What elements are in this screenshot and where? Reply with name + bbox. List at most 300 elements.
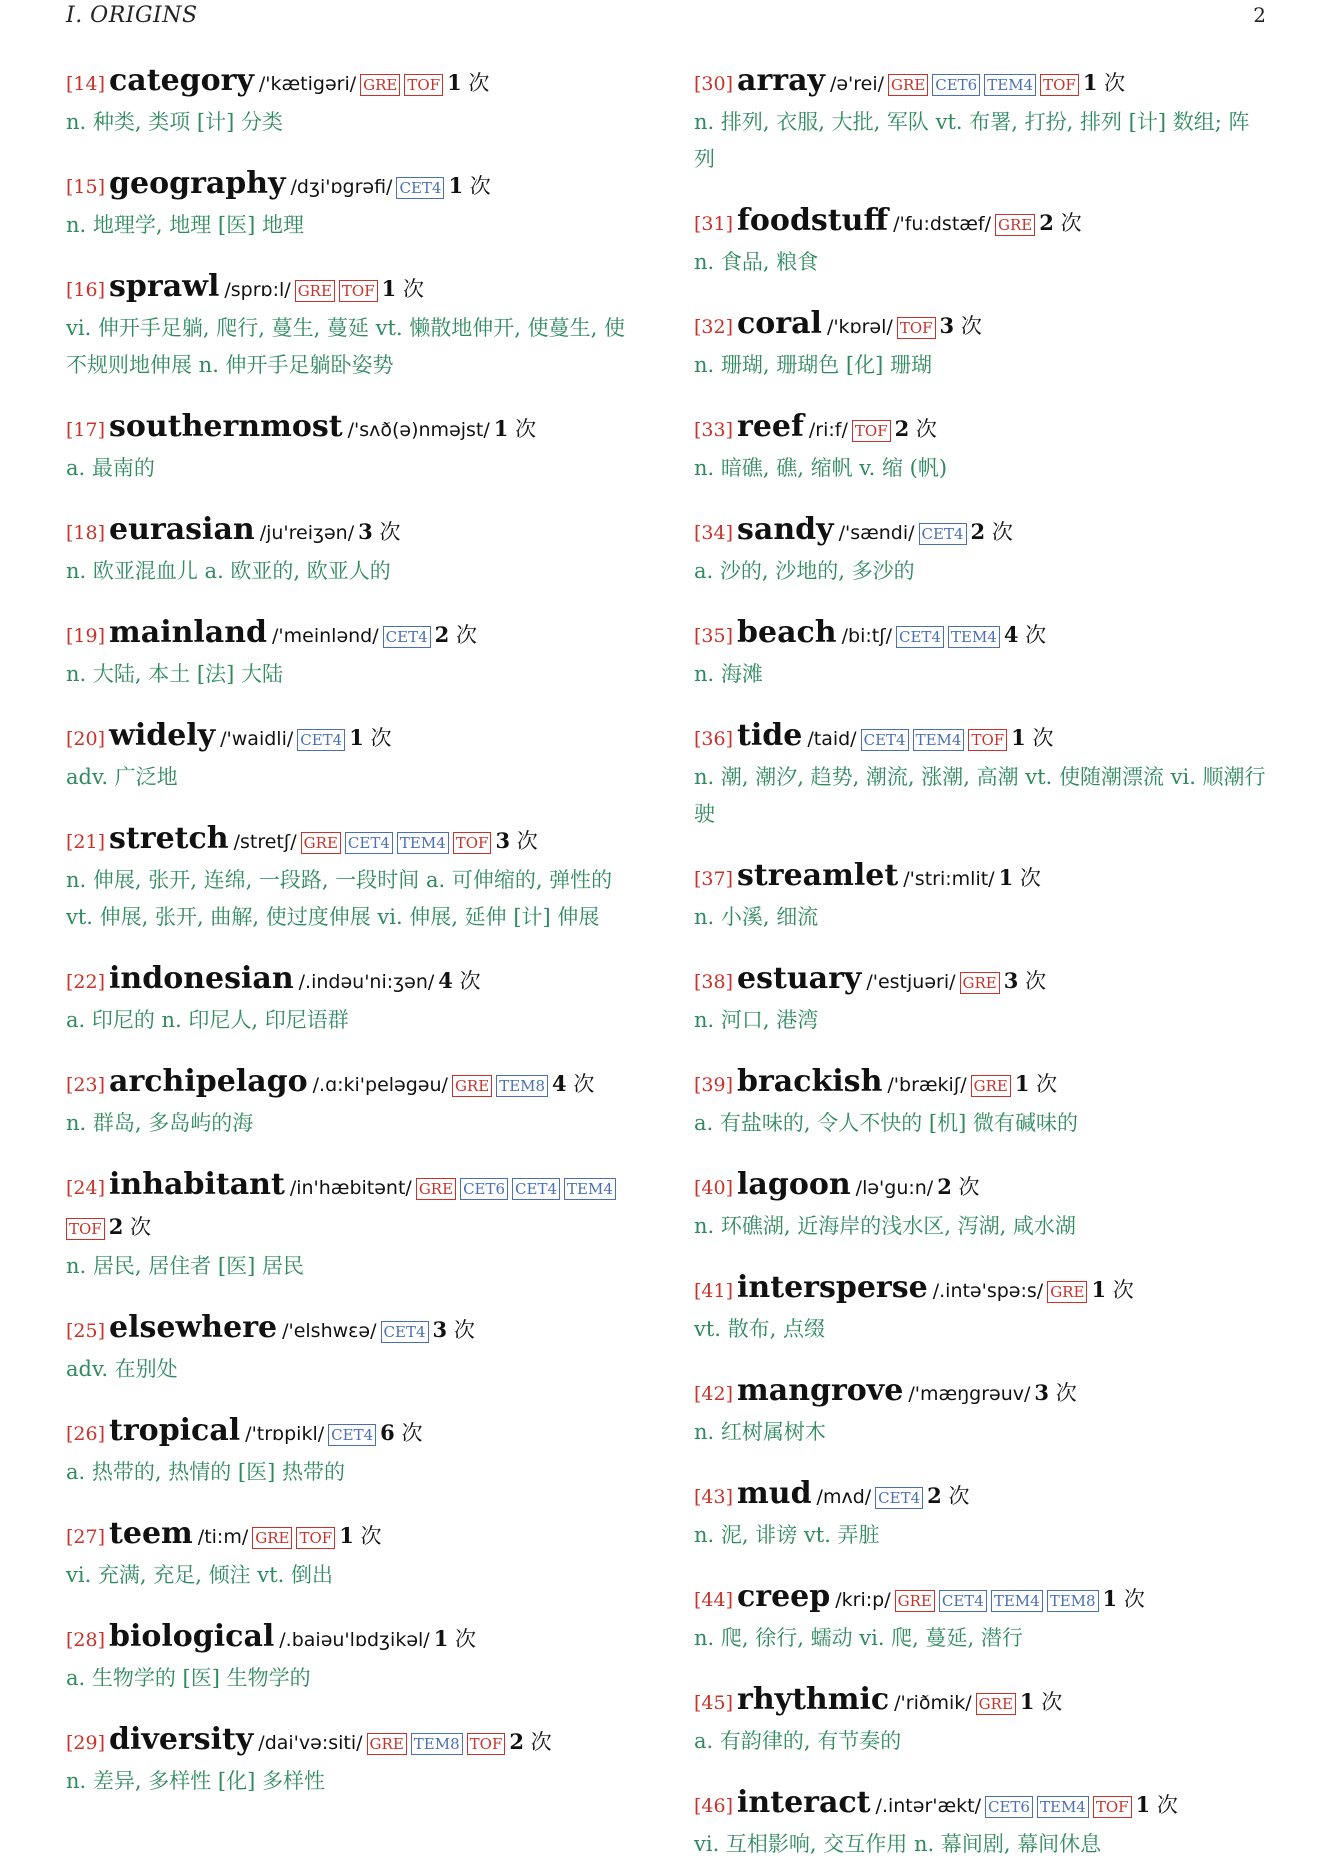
definition: a. 有盐味的, 令人不快的 [机] 微有碱味的: [694, 1111, 1078, 1135]
exam-tag: GRE: [995, 214, 1035, 236]
vocab-entry: [66, 1309, 638, 1388]
entry-headline: [66, 1412, 638, 1454]
vocab-entry: [66, 408, 638, 487]
phonetic: /'estjuəri/: [866, 971, 956, 993]
frequency-count: [1011, 726, 1053, 750]
frequency-number: 2: [970, 519, 986, 544]
frequency-number: 3: [432, 1317, 448, 1342]
frequency-unit: 次: [1060, 211, 1082, 235]
entry-number: [22]: [66, 971, 106, 993]
frequency-count: [971, 520, 1013, 544]
frequency-count: [1004, 623, 1046, 647]
frequency-unit: 次: [379, 520, 401, 544]
frequency-unit: 次: [915, 417, 937, 441]
exam-tag: GRE: [360, 74, 400, 96]
definition: n. 暗礁, 礁, 缩帆 v. 缩 (帆): [694, 456, 948, 480]
headword: streamlet: [737, 858, 899, 893]
entry-headline: [694, 305, 1266, 347]
headword: rhythmic: [737, 1682, 890, 1717]
frequency-number: 4: [552, 1071, 567, 1096]
frequency-unit: 次: [453, 1318, 475, 1342]
phonetic: /sprɒ:l/: [224, 279, 291, 301]
entry-headline: [66, 1618, 638, 1660]
frequency-unit: 次: [948, 1484, 970, 1508]
exam-tag: TOF: [339, 280, 378, 302]
entry-headline: [66, 717, 638, 759]
exam-tag: GRE: [976, 1693, 1016, 1715]
vocab-entry: [66, 960, 638, 1039]
frequency-number: 3: [1003, 968, 1019, 993]
vocab-entry: [66, 1063, 638, 1142]
definition: n. 珊瑚, 珊瑚色 [化] 珊瑚: [694, 353, 932, 377]
entry-headline: [694, 717, 1266, 759]
headword: reef: [737, 409, 804, 444]
definition: vi. 伸开手足躺, 爬行, 蔓生, 蔓延 vt. 懒散地伸开, 使蔓生, 使不规则地伸展 n. 伸开手足躺卧姿势: [66, 316, 626, 377]
headword: geography: [109, 166, 286, 201]
entry-number: [16]: [66, 279, 106, 301]
definition: n. 海滩: [694, 662, 763, 686]
phonetic: /.indəu'ni:ʒən/: [298, 971, 435, 993]
running-head: [66, 0, 1266, 30]
definition: adv. 在别处: [66, 1357, 178, 1381]
definition: a. 热带的, 热情的 [医] 热带的: [66, 1460, 345, 1484]
vocab-entry: [694, 511, 1266, 590]
frequency-number: 3: [358, 519, 373, 544]
exam-tag: TOF: [453, 832, 492, 854]
entry-number: [18]: [66, 522, 106, 544]
frequency-number: 3: [939, 313, 955, 338]
vocab-entry: [694, 1372, 1266, 1451]
entry-number: [43]: [694, 1486, 734, 1508]
frequency-unit: 次: [401, 1421, 423, 1445]
definition: n. 爬, 徐行, 蠕动 vi. 爬, 蔓延, 潜行: [694, 1626, 1023, 1650]
phonetic: /.intə'spə:s/: [932, 1280, 1044, 1302]
frequency-number: 1: [447, 70, 462, 95]
headword: mangrove: [737, 1373, 904, 1408]
phonetic: /'sændi/: [838, 522, 915, 544]
headword: eurasian: [109, 512, 255, 547]
headword: foodstuff: [737, 203, 889, 238]
entry-number: [40]: [694, 1177, 734, 1199]
phonetic: /.intər'ækt/: [875, 1795, 981, 1817]
right-column: [694, 62, 1266, 1870]
frequency-unit: 次: [1104, 71, 1126, 95]
headword: stretch: [109, 821, 229, 856]
frequency-number: 1: [339, 1523, 354, 1548]
vocab-entry: [694, 202, 1266, 281]
exam-tag: TEM8: [411, 1733, 463, 1755]
entry-number: [14]: [66, 73, 106, 95]
definition: n. 差异, 多样性 [化] 多样性: [66, 1769, 325, 1793]
frequency-count: [999, 866, 1041, 890]
exam-tag: CET6: [460, 1178, 508, 1200]
phonetic: /.baiəu'lɒdʒikəl/: [279, 1629, 430, 1651]
vocab-entry: [66, 717, 638, 796]
frequency-unit: 次: [958, 1175, 980, 1199]
entry-headline: [694, 960, 1266, 1002]
entry-headline: [694, 408, 1266, 450]
vocab-entry: [694, 1269, 1266, 1348]
vocab-entry: [66, 1721, 638, 1800]
frequency-count: [494, 417, 536, 441]
exam-tag: TOF: [1093, 1796, 1132, 1818]
exam-tag: CET4: [896, 626, 944, 648]
definition: n. 泥, 诽谤 vt. 弄脏: [694, 1523, 880, 1547]
exam-tag: CET4: [345, 832, 393, 854]
headword: teem: [109, 1516, 193, 1551]
frequency-count: [1091, 1278, 1133, 1302]
frequency-unit: 次: [516, 829, 538, 853]
entry-headline: [66, 1063, 638, 1105]
phonetic: /ə'rei/: [829, 73, 885, 95]
vocab-entry: [694, 1681, 1266, 1760]
entry-headline: [694, 614, 1266, 656]
exam-tag: TOF: [1040, 74, 1079, 96]
frequency-count: [358, 520, 400, 544]
entry-headline: [66, 820, 638, 862]
exam-tag: TOF: [968, 729, 1007, 751]
frequency-number: 1: [1091, 1277, 1107, 1302]
frequency-count: [382, 277, 424, 301]
page-number: 2: [1253, 3, 1266, 27]
frequency-number: 2: [108, 1214, 124, 1239]
frequency-number: 1: [448, 173, 464, 198]
frequency-number: 3: [1034, 1380, 1050, 1405]
frequency-unit: 次: [1156, 1793, 1178, 1817]
frequency-number: 1: [1014, 1071, 1030, 1096]
exam-tag: GRE: [1047, 1281, 1087, 1303]
frequency-count: [109, 1215, 151, 1239]
vocab-entry: [694, 614, 1266, 693]
definition: vi. 互相影响, 交互作用 n. 幕间剧, 幕间休息: [694, 1832, 1102, 1856]
frequency-unit: 次: [1019, 866, 1041, 890]
definition: a. 生物学的 [医] 生物学的: [66, 1666, 311, 1690]
phonetic: /dai'və:siti/: [258, 1732, 363, 1754]
phonetic: /'fu:dstæf/: [893, 213, 992, 235]
exam-tag: GRE: [252, 1527, 292, 1549]
definition: n. 居民, 居住者 [医] 居民: [66, 1254, 304, 1278]
phonetic: /taid/: [807, 728, 857, 750]
entry-headline: [694, 1269, 1266, 1311]
phonetic: /'trɒpikl/: [245, 1423, 325, 1445]
entry-number: [19]: [66, 625, 106, 647]
exam-tag: TEM4: [1037, 1796, 1089, 1818]
exam-tag: TEM4: [913, 729, 965, 751]
exam-tag: CET4: [875, 1487, 923, 1509]
exam-tag: CET4: [396, 177, 444, 199]
vocab-entry: [66, 165, 638, 244]
frequency-count: [937, 1175, 979, 1199]
entry-number: [27]: [66, 1526, 106, 1548]
vocab-entry: [66, 62, 638, 141]
vocab-entry: [66, 1412, 638, 1491]
entry-number: [38]: [694, 971, 734, 993]
frequency-count: [1039, 211, 1081, 235]
frequency-number: 1: [998, 865, 1014, 890]
entry-headline: [694, 1166, 1266, 1208]
phonetic: /'elshwɛə/: [282, 1320, 377, 1342]
exam-tag: TEM4: [991, 1590, 1043, 1612]
entry-headline: [694, 1578, 1266, 1620]
phonetic: /'kætigəri/: [258, 73, 357, 95]
headword: sandy: [737, 512, 834, 547]
frequency-number: 2: [509, 1729, 524, 1754]
frequency-count: [349, 726, 391, 750]
exam-tag: TEM4: [984, 74, 1036, 96]
frequency-unit: 次: [1112, 1278, 1134, 1302]
definition: n. 环礁湖, 近海岸的浅水区, 泻湖, 咸水湖: [694, 1214, 1076, 1238]
vocab-entry: [66, 1166, 638, 1285]
headword: southernmost: [109, 409, 343, 444]
exam-tag: GRE: [971, 1075, 1011, 1097]
vocab-entry: [694, 408, 1266, 487]
entry-headline: [66, 1309, 638, 1351]
entry-headline: [66, 960, 638, 1002]
frequency-unit: 次: [455, 1627, 476, 1651]
definition: a. 沙的, 沙地的, 多沙的: [694, 559, 915, 583]
entry-headline: [66, 165, 638, 207]
entry-number: [34]: [694, 522, 734, 544]
frequency-count: [1034, 1381, 1076, 1405]
frequency-number: 1: [1082, 70, 1098, 95]
headword: widely: [109, 718, 216, 753]
exam-tag: TEM4: [397, 832, 449, 854]
phonetic: /bi:tʃ/: [841, 625, 892, 647]
entry-headline: [694, 62, 1266, 104]
entry-headline: [694, 511, 1266, 553]
frequency-unit: 次: [1036, 1072, 1058, 1096]
frequency-unit: 次: [360, 1524, 382, 1548]
frequency-number: 2: [937, 1174, 952, 1199]
definition: n. 潮, 潮汐, 趋势, 潮流, 涨潮, 高潮 vt. 使随潮漂流 vi. 顺潮行驶: [694, 765, 1266, 826]
entry-headline: [66, 511, 638, 553]
entry-headline: [66, 614, 638, 656]
entry-number: [29]: [66, 1732, 106, 1754]
frequency-unit: 次: [991, 520, 1013, 544]
entry-number: [23]: [66, 1074, 106, 1096]
definition: n. 地理学, 地理 [医] 地理: [66, 213, 304, 237]
vocab-entry: [694, 1166, 1266, 1245]
frequency-number: 1: [1135, 1792, 1151, 1817]
frequency-number: 2: [894, 416, 910, 441]
vocab-entry: [66, 268, 638, 384]
entry-number: [17]: [66, 419, 106, 441]
entry-headline: [66, 1166, 638, 1248]
phonetic: /ju'reiʒən/: [259, 522, 355, 544]
frequency-count: [940, 314, 982, 338]
left-column: [66, 62, 638, 1870]
definition: a. 有韵律的, 有节奏的: [694, 1729, 902, 1753]
frequency-count: [1083, 71, 1125, 95]
frequency-unit: 次: [1032, 726, 1054, 750]
frequency-unit: 次: [459, 969, 481, 993]
frequency-count: [435, 623, 477, 647]
headword: archipelago: [109, 1064, 308, 1099]
frequency-unit: 次: [130, 1215, 152, 1239]
frequency-unit: 次: [468, 71, 490, 95]
vocab-entry: [694, 1475, 1266, 1554]
exam-tag: TOF: [404, 74, 443, 96]
entry-number: [30]: [694, 73, 734, 95]
frequency-count: [895, 417, 937, 441]
frequency-number: 1: [433, 1626, 449, 1651]
frequency-number: 2: [434, 622, 450, 647]
frequency-number: 2: [927, 1483, 942, 1508]
frequency-unit: 次: [1025, 969, 1047, 993]
frequency-unit: 次: [1123, 1587, 1145, 1611]
headword: estuary: [737, 961, 862, 996]
phonetic: /'meinlənd/: [272, 625, 379, 647]
entry-number: [46]: [694, 1795, 734, 1817]
frequency-count: [339, 1524, 381, 1548]
vocab-entry: [66, 1515, 638, 1594]
headword: tropical: [109, 1413, 241, 1448]
headword: brackish: [737, 1064, 883, 1099]
exam-tag: GRE: [301, 832, 341, 854]
phonetic: /dʒi'ɒgrəfi/: [290, 176, 393, 198]
exam-tag: TOF: [897, 317, 936, 339]
entry-headline: [694, 1063, 1266, 1105]
vocab-entry: [694, 305, 1266, 384]
phonetic: /in'hæbitənt/: [289, 1177, 412, 1199]
entry-number: [24]: [66, 1177, 106, 1199]
exam-tag: TEM8: [1047, 1590, 1099, 1612]
exam-tag: TEM8: [496, 1075, 548, 1097]
exam-tag: TOF: [852, 420, 891, 442]
headword: creep: [737, 1579, 831, 1614]
frequency-number: 1: [493, 416, 509, 441]
exam-tag: CET6: [985, 1796, 1033, 1818]
entry-number: [36]: [694, 728, 734, 750]
entry-number: [33]: [694, 419, 734, 441]
vocab-entry: [66, 614, 638, 693]
headword: mud: [737, 1476, 812, 1511]
phonetic: /'kɒrəl/: [826, 316, 893, 338]
definition: n. 种类, 类项 [计] 分类: [66, 110, 283, 134]
vocab-entry: [694, 717, 1266, 833]
phonetic: /'stri:mlit/: [903, 868, 995, 890]
definition: n. 河口, 港湾: [694, 1008, 819, 1032]
definition: a. 最南的: [66, 456, 155, 480]
phonetic: /ri:f/: [808, 419, 848, 441]
entry-headline: [66, 1721, 638, 1763]
exam-tag: TOF: [66, 1218, 105, 1240]
frequency-number: 1: [1019, 1689, 1035, 1714]
phonetic: /'brækiʃ/: [887, 1074, 967, 1096]
exam-tag: CET4: [512, 1178, 560, 1200]
vocab-entry: [66, 1618, 638, 1697]
frequency-unit: 次: [515, 417, 537, 441]
headword: tide: [737, 718, 803, 753]
definition: n. 排列, 衣服, 大批, 军队 vt. 布署, 打扮, 排列 [计] 数组; 阵列: [694, 110, 1250, 171]
exam-tag: TOF: [467, 1733, 506, 1755]
frequency-count: [380, 1421, 422, 1445]
phonetic: /'riðmik/: [894, 1692, 972, 1714]
entry-headline: [694, 1784, 1266, 1826]
frequency-unit: 次: [1025, 623, 1047, 647]
entry-number: [20]: [66, 728, 106, 750]
frequency-count: [1020, 1690, 1062, 1714]
entry-number: [28]: [66, 1629, 106, 1651]
definition: adv. 广泛地: [66, 765, 178, 789]
entry-number: [32]: [694, 316, 734, 338]
entry-headline: [66, 268, 638, 310]
frequency-count: [434, 1627, 476, 1651]
chapter-title: I. ORIGINS: [66, 2, 198, 28]
entry-headline: [694, 1475, 1266, 1517]
exam-tag: TEM4: [564, 1178, 616, 1200]
entry-number: [45]: [694, 1692, 734, 1714]
definition: n. 群岛, 多岛屿的海: [66, 1111, 254, 1135]
headword: indonesian: [109, 961, 294, 996]
entry-number: [21]: [66, 831, 106, 853]
entry-number: [26]: [66, 1423, 106, 1445]
exam-tag: GRE: [416, 1178, 456, 1200]
entry-number: [35]: [694, 625, 734, 647]
headword: array: [737, 63, 825, 98]
entry-number: [44]: [694, 1589, 734, 1611]
frequency-count: [1136, 1793, 1178, 1817]
definition: n. 红树属树木: [694, 1420, 826, 1444]
frequency-number: 1: [381, 276, 397, 301]
entry-headline: [694, 1372, 1266, 1414]
frequency-unit: 次: [1041, 1690, 1063, 1714]
vocab-entry: [694, 1784, 1266, 1863]
frequency-count: [1103, 1587, 1145, 1611]
frequency-number: 3: [495, 828, 511, 853]
vocabulary-columns: [66, 62, 1266, 1870]
exam-tag: GRE: [960, 972, 1000, 994]
phonetic: /stretʃ/: [233, 831, 297, 853]
headword: diversity: [109, 1722, 254, 1757]
exam-tag: GRE: [295, 280, 335, 302]
entry-number: [25]: [66, 1320, 106, 1342]
frequency-count: [927, 1484, 969, 1508]
phonetic: /'waidli/: [220, 728, 294, 750]
headword: coral: [737, 306, 822, 341]
entry-headline: [66, 408, 638, 450]
frequency-count: [1015, 1072, 1057, 1096]
entry-headline: [694, 1681, 1266, 1723]
exam-tag: TOF: [296, 1527, 335, 1549]
vocab-entry: [694, 1063, 1266, 1142]
definition: vt. 散布, 点缀: [694, 1317, 826, 1341]
exam-tag: GRE: [895, 1590, 935, 1612]
definition: a. 印尼的 n. 印尼人, 印尼语群: [66, 1008, 349, 1032]
exam-tag: CET4: [328, 1424, 376, 1446]
exam-tag: CET4: [939, 1590, 987, 1612]
phonetic: /'sʌð(ə)nməjst/: [347, 419, 490, 441]
phonetic: /kri:p/: [835, 1589, 891, 1611]
entry-number: [39]: [694, 1074, 734, 1096]
headword: intersperse: [737, 1270, 928, 1305]
frequency-count: [552, 1072, 594, 1096]
entry-headline: [694, 202, 1266, 244]
frequency-unit: 次: [530, 1730, 552, 1754]
exam-tag: CET4: [297, 729, 345, 751]
frequency-count: [448, 174, 490, 198]
headword: inhabitant: [109, 1167, 285, 1202]
vocab-entry: [66, 820, 638, 936]
headword: biological: [109, 1619, 275, 1654]
frequency-number: 6: [380, 1420, 395, 1445]
frequency-count: [495, 829, 537, 853]
vocab-entry: [694, 1578, 1266, 1657]
exam-tag: CET4: [861, 729, 909, 751]
vocab-entry: [694, 62, 1266, 178]
headword: mainland: [109, 615, 268, 650]
phonetic: /'mæŋgrəuv/: [908, 1383, 1031, 1405]
